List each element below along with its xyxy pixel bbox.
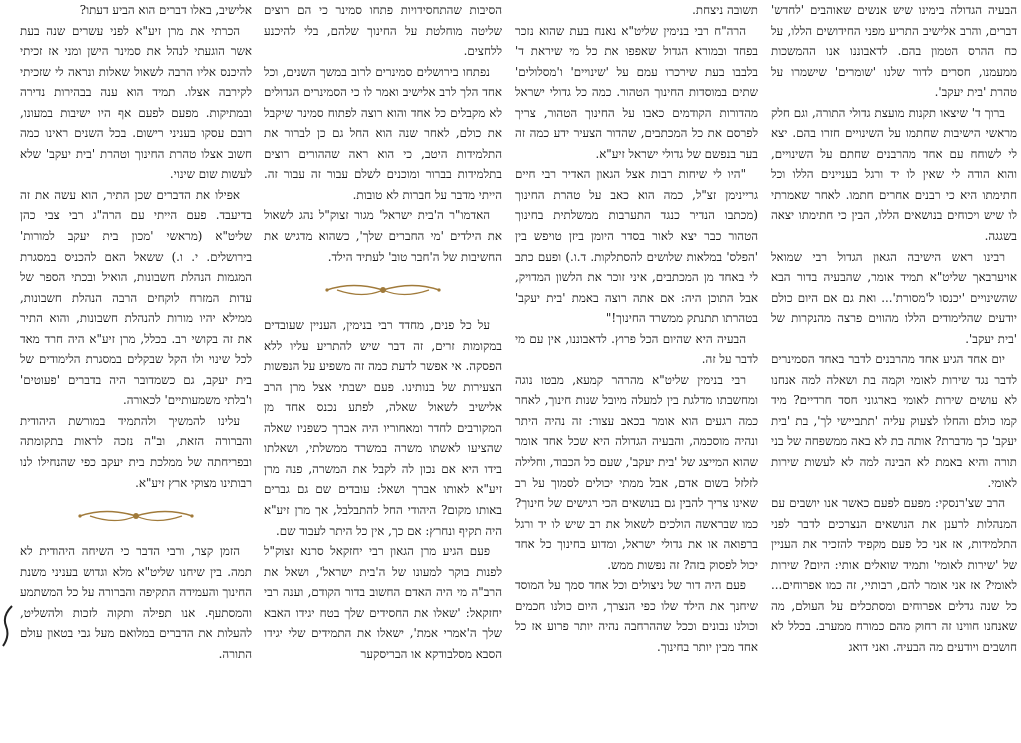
section-divider-ornament	[20, 499, 252, 533]
paragraph: אפילו את הדברים שכן התיר, הוא עשה את זה בדיעבד. פעם הייתי עם הרה"ג רבי צבי כהן שליט"א (מראשי 'מכון בית יעקב למורות' בירושלים. י. ו.) ששאל האם להכניס במסגרת המגמות הנהלת חשבונות, הואיל ובכתי הספר של עדות המזרח לוקחים הרבה הנהלת חשבונות, ממילא יהיו מורות להנהלת חשבונות, והוא התיר את זה בקושי רב. בכלל, מרן זיע"א היה חרד מאד לכל שינוי ולו הקל שבקלים במסגרת הלימודים של בית יעקב, גם כשמדובר היה בדברים 'פעוטים' ו'בלתי משמעותיים' לכאורה.	[20, 187, 252, 408]
ornament-icon	[76, 505, 196, 527]
text-column-4	[20, 0, 252, 743]
paragraph: רבי בנימין שליט"א מהרהר קמעא, מבטו נוגה ומחשבתו מדלגת בין למעלה מיובל שנות חינוך, לאחר כמה רגעים הוא אומר בכאב עצור: זה נהיה היתר ונהיה מוסכמה, והבעיה הגדולה היא שכל אחד אומר שהוא המייצג של 'בית יעקב', שעם כל הכבוד, וחלילה לזלזל בשום אדם, אבל ממתי יכולים לסמוך על רב שאינו צריך להבין גם בנושאים הכי רגישים של חינוך? כמו שבראשה הולכים לשאול את רב שיש לו יד ורגל ברפואה או את גדולי ישראל, ומדוע בחינוך כל אחד יכול לפסוק בזה? זה נפשות ממש.	[515, 372, 758, 572]
section-divider-ornament	[264, 273, 502, 307]
paragraph: הרב שצ'רנסקי: מפעם לפעם כאשר אנו יושבים עם המנהלות לרענן את הנושאים הנצרכים לדבר לפני התלמידות, אז אני כל פעם מקפיד להזכיר את העניין של 'שירות לאומי' ותמיד שואלים אותי: היום? שירות לאומי? אז אני אומר להם, רבותיי, זה כמו אפרוחים... כל שנה גדלים אפרוחים ומסתכלים על העולם, מה שאנחנו חווינו זה רחוק מהם כמורח ממערב. בכלל לא חושבים ויודעים מה הבעיה. ואני דואג	[771, 496, 1017, 654]
paragraph: על כל פנים, מחדד רבי בנימין, העניין שעובדים במקומות זרים, זה דבר שיש להתריע עליו ללא הפסקה. אי אפשר לדעת כמה זה משפיע על הנפשות הצעירות של בנותינו. פעם ישבתי אצל מרן הרב אלישיב לשאול שאלה, לפתע נכנס אחד מן המקורבים לחדר ומאחוריו היה אברך כשפניו שאלה שהציעו לאשתו משרה במשרד ממשלתי, ושאלתו בידו היא אם נכון לה לקבל את המשרה, פנה מרן זיע"א לאותו אברך ושאל: עובדים שם גם גברים באותו מקום? היהודי החל להתבלבל, אך מרן זיע"א היה תקיף ונחרץ: אם כך, אין כל היתר לעבוד שם.	[264, 318, 502, 538]
paragraph: ברוך ד' שיצאו תקנות מועצת גדולי התורה, וגם חלק מראשי הישיבות שחתמו על השינויים חזרו בהם. יצא לי לשוחח עם אחד מהרבנים שחתם על השינויים, והוא הודה לי שאין לו יד ורגל בעניינים הללו וכל חתימתו היא כי רבנים אחרים חתמו. לאחר שאמרתי לו שיש ויכוחים בנושאים הללו, הבין כי חתימתו יצאה בשגגה.	[771, 105, 1017, 244]
paragraph: רבינו ראש הישיבה הגאון הגדול רבי שמואל אויערבאך שליט"א תמיד אומר, שהבעיה בדור הבא שהשינויים 'יכנסו ל'מסורת'... ואת גם אם היום כולם יודעים שהלימודים הללו מהווים פרצה מהנקרות של 'בית יעקב'.	[771, 249, 1017, 346]
paragraph: הבעיה היא שהיום הכל פרוץ. לדאבוננו, אין עם מי לדבר על זה.	[515, 331, 758, 367]
paragraph: נפתחו בירושלים סמינרים לרוב במשך השנים, וכל אחד הלך לרב אלישיב ואמר לו כי הסמינרים הגדולים לא מקבלים כל אחד והוא רוצה לפתוח סמינר שיקבל את כולם, לאחר שנה הוא החל גם כן לברור את התלמידות היטב, כי הוא ראה שההורים רוצים בתלמידות בברור ומוכנים לשלם עבור זה עבור זה. הייתי מדבר על חברות לא טובות.	[264, 64, 502, 202]
paragraph: האדמו"ר ה'בית ישראל' מגור זצוק"ל נהג לשאול את הילדים 'מי החברים שלך', כשהוא מדגיש את החשיבות של ה'חבר טוב' לעתיד הילד.	[264, 208, 502, 264]
paragraph: פעם היה דור של ניצולים וכל אחד סמך על המוסד שיחנך את הילד שלו כפי הנצרך, היום כולנו חכמים וכולנו נבונים וככל שההרחבה נהיה יותר פרוע אז כל אחד מבין יותר בחינוך.	[515, 578, 758, 654]
paragraph: אלישיב, באלו דברים הוא הביע דעתו?	[79, 3, 252, 17]
text-column-1	[771, 0, 1017, 743]
paragraph: עלינו להמשיך ולהתמיד במורשת היהודית והברורה הזאת, וב"ה נזכה לראות בתקומתה ובפריחתה של ממלכת בית יעקב כפי שהנחילו לנו רבותינו מצוקי ארץ זיע"א.	[20, 413, 252, 490]
paragraph: פעם הגיע מרן הגאון רבי יחזקאל סרנא זצוק"ל לפנות בוקר למעונו של ה'בית ישראל', ושאל את הרב"ה מי היה האדם החשוב בדור הקודם, וענה רבי יחזקאל: 'שאלו את החסידים שלך בטח יגידו האבא שלך ה'אמרי אמת', ישאלו את התמידים שלי יגידו הסבא מסלבודקא או הבריסקער	[264, 544, 502, 661]
paragraph: הרה"ח רבי בנימין שליט"א נאנח בעת שהוא נזכר בפחד ובמורא הגדול שאפפו את כל מי שיראת ד' בלבבו בעת שירכרו עמם על 'שינויים' ו'מסלולים' שתים במוסדות החינוך הטהור. כמה כל גדולי ישראל מהדורות הקודמים כאבו על החינוך הטהור, צריך לפרסם את כל המכתבים, שהדור הצעיר ידע כמה זה בער בנפשם של גדולי ישראל זיע"א.	[515, 23, 758, 161]
paragraph: הזמן קצר, ורבי הדבר כי השיחה היהודית לא תמה. בין שיחנו שליט"א מלא וגדוש בעניני משנת החינוך והעמידה התקיפה והברורה על כל המשתמע והמסתעף. אנו תפילה ותקוה לזכות ולהשליט, להעלות את הדברים במלואם מעל גבי בטאון עולם התורה.	[20, 544, 252, 661]
paragraph: יום אחד הגיע אחד מהרבנים לדבר באחד הסמינרים לדבר נגד שירות לאומי וקמה בת ושאלה למה אנחנו לא עושים שירות לאומי בארגוני חסד חרדיים? מיד קמו כולם והחלו לצעוק עליה 'תתביישי לך', בת 'בית יעקב' כך מדברת? אותה בת לא באה ממשפחה של בני תורה והיא באמת לא הבינה למה לא לעשות שירות לאומי.	[771, 352, 1017, 490]
ornament-icon	[323, 279, 443, 301]
paragraph: הכרתי את מרן זיע"א לפני עשרים שנה בעת אשר הוגעתי לנהל את סמינר הישן ומני אז זכיתי להיכנס אליו הרבה לשאול שאלות ונראה לי שזכיתי לקירבה אצלו. תמיד הוא ענה בבהירות נדירה ובמתיקות. מפעם לפעם אף היו ישיבות במעונו, רובם עסקו בעניני רישום. בכל השנים ראינו כמה חשוב אצלו טהרת החינוך וטהרת 'בית יעקב' שלא לעשות שום שינוי.	[20, 23, 252, 182]
text-column-3	[264, 0, 502, 743]
paragraph: הסיבות שהתחסידויות פתחו סמינר כי הם רוצים שליטה מוחלטת על החינוך שלהם, בלי להיכנע ללחצים.	[264, 3, 502, 59]
text-column-2	[515, 0, 758, 743]
paragraph: תשובה ניצחת.	[692, 3, 758, 17]
paragraph: "היו לי שיחות רבות אצל הגאון האדיר רבי חיים גריינימן זצ"ל, כמה הוא כאב על טהרת החינוך (מכתבו הנדיר כנגד התערבות ממשלתית בחינוך הטהור כבר יצא לאור בסדר היומן ביזן טויפש בין 'הפלס' במלאות שלושים להסתלקות. ד.ו.) ופעם כתב לי באחד מן המכתבים, איני זוכר את הלשון המדויק, אבל התוכן היה: אם אתה רוצה באמת 'בית יעקב' בטהרתו תתנתק ממשרד החינוך!"	[515, 167, 758, 326]
page-edge-mark-icon	[0, 604, 16, 648]
paragraph: הבעיה הגדולה בימינו שיש אנשים שאוהבים 'לחדש' דברים, והרב אלישיב התריע מפני החידושים הללו, על כח ההרס הטמון בהם. לדאבוננו אנו ההמשכות ממעמנו, חסרים לדור שלנו 'שומרים' שישמרו על טהרת 'בית יעקב'.	[771, 3, 1017, 100]
